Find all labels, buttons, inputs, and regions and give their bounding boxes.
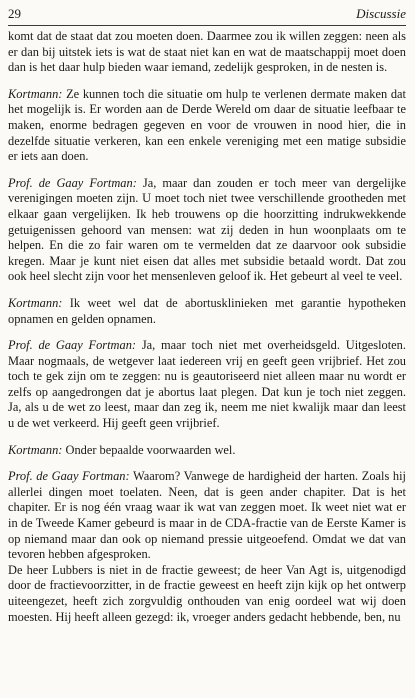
running-title: Discussie (356, 6, 406, 21)
speaker-name: Kortmann: (8, 442, 63, 457)
paragraph-text: Ze kunnen toch die situatie om hulp te verlenen dermate maken dat het mogelijk is. Er worden aan de Derde Wereld om daar de situatie leefbaar te maken, enorme bedragen gegeven en voor de vrouwen in nood hier, die in dezelfde situatie verkeren, kan een enkele vereniging met een matige subsidie er iets aan doen. (8, 86, 406, 164)
paragraph-text: De heer Lubbers is niet in de fractie geweest; de heer Van Agt is, uitgenodigd door de fractievoorzitter, in de fractie geweest en heeft zijn kijk op het ontwerp uiteengezet, heeft zich zorgvuldig onthouden van enig oordeel wat wij doen moesten. Hij heeft alleen gezegd: ik, vroeger anders gedacht hebbende, ben, nu (8, 562, 406, 624)
speaker-name: Prof. de Gaay Fortman: (8, 175, 137, 190)
speaker-name: Kortmann: (8, 86, 63, 101)
page-header (8, 0, 406, 26)
paragraph-text: Ja, maar dan zouden er toch meer van dergelijke verenigingen moeten zijn. U moet toch niet twee verschillende grootheden met elkaar gaan vergelijken. Ik heb trouwens op die hoorzitting indrukwekkende getuigenissen gehoord van mensen: wat zij deden in hun woonplaats om te helpen. En die zo fair waren om te vermelden dat ze daarvoor ook subsidie kregen. Maar je kunt niet eisen dat alles met subsidie betaald wordt. Dat zou ook heel slecht zijn voor het mensenleven geloof ik. Het gebeurt al veel te veel. (8, 175, 406, 284)
paragraph (8, 29, 406, 76)
paragraph (8, 176, 406, 285)
page-number: 29 (8, 6, 21, 21)
page-body (8, 29, 406, 625)
speaker-name: Prof. de Gaay Fortman: (8, 338, 137, 353)
paragraph (8, 338, 406, 432)
paragraph-text: Ja, maar toch niet met overheidsgeld. Uitgesloten. Maar nogmaals, de wetgever laat iedereen vrij en geeft geen vrijbrief. Het zou toch te gek zijn om te zeggen: nu is geautoriseerd niet alleen maar nu wordt er zelfs op aangedrongen dat je abortus laat plegen. Dat kun je toch niet zeggen. Ja, als u de wet zo leest, maar dan zeg ik, neem me niet kwalijk maar dan leest u de wet verkeerd. Hij geeft geen vrijbrief. (8, 338, 406, 431)
paragraph-text: komt dat de staat dat zou moeten doen. Daarmee zou ik willen zeggen: neen als er dan bij uitstek iets is wat de staat niet kan en wat de maatschappij moet doen dan is het daar hulp bieden waar iemand, zedelijk gesproken, in de nesten is. (8, 29, 406, 75)
paragraph-text: Waarom? Vanwege de hardigheid der harten. Zoals hij allerlei dingen moet toelaten. Neen, dat is geen ander chapiter. Dat is het chapiter. Er is nog één vraag waar ik wat van zeggen moet. Ik weet niet wat er in de Tweede Kamer gebeurd is maar in de CDA-fractie van de Eerste Kamer is op niemand maar dan ook op niemand pressie uitgeoefend. Omdat we dat van tevoren hebben afgesproken. (8, 469, 406, 562)
paragraph (8, 563, 406, 625)
paragraph (8, 296, 406, 327)
paragraph-text: Ik weet wel dat de abortusklinieken met garantie hypotheken opnamen en gelden opnamen. (8, 295, 406, 326)
paragraph (8, 443, 406, 459)
paragraph (8, 469, 406, 563)
speaker-name: Prof. de Gaay Fortman: (8, 469, 130, 484)
paragraph-text: Onder bepaalde voorwaarden wel. (65, 442, 236, 457)
speaker-name: Kortmann: (8, 295, 63, 310)
paragraph (8, 87, 406, 165)
document-page (8, 0, 406, 625)
